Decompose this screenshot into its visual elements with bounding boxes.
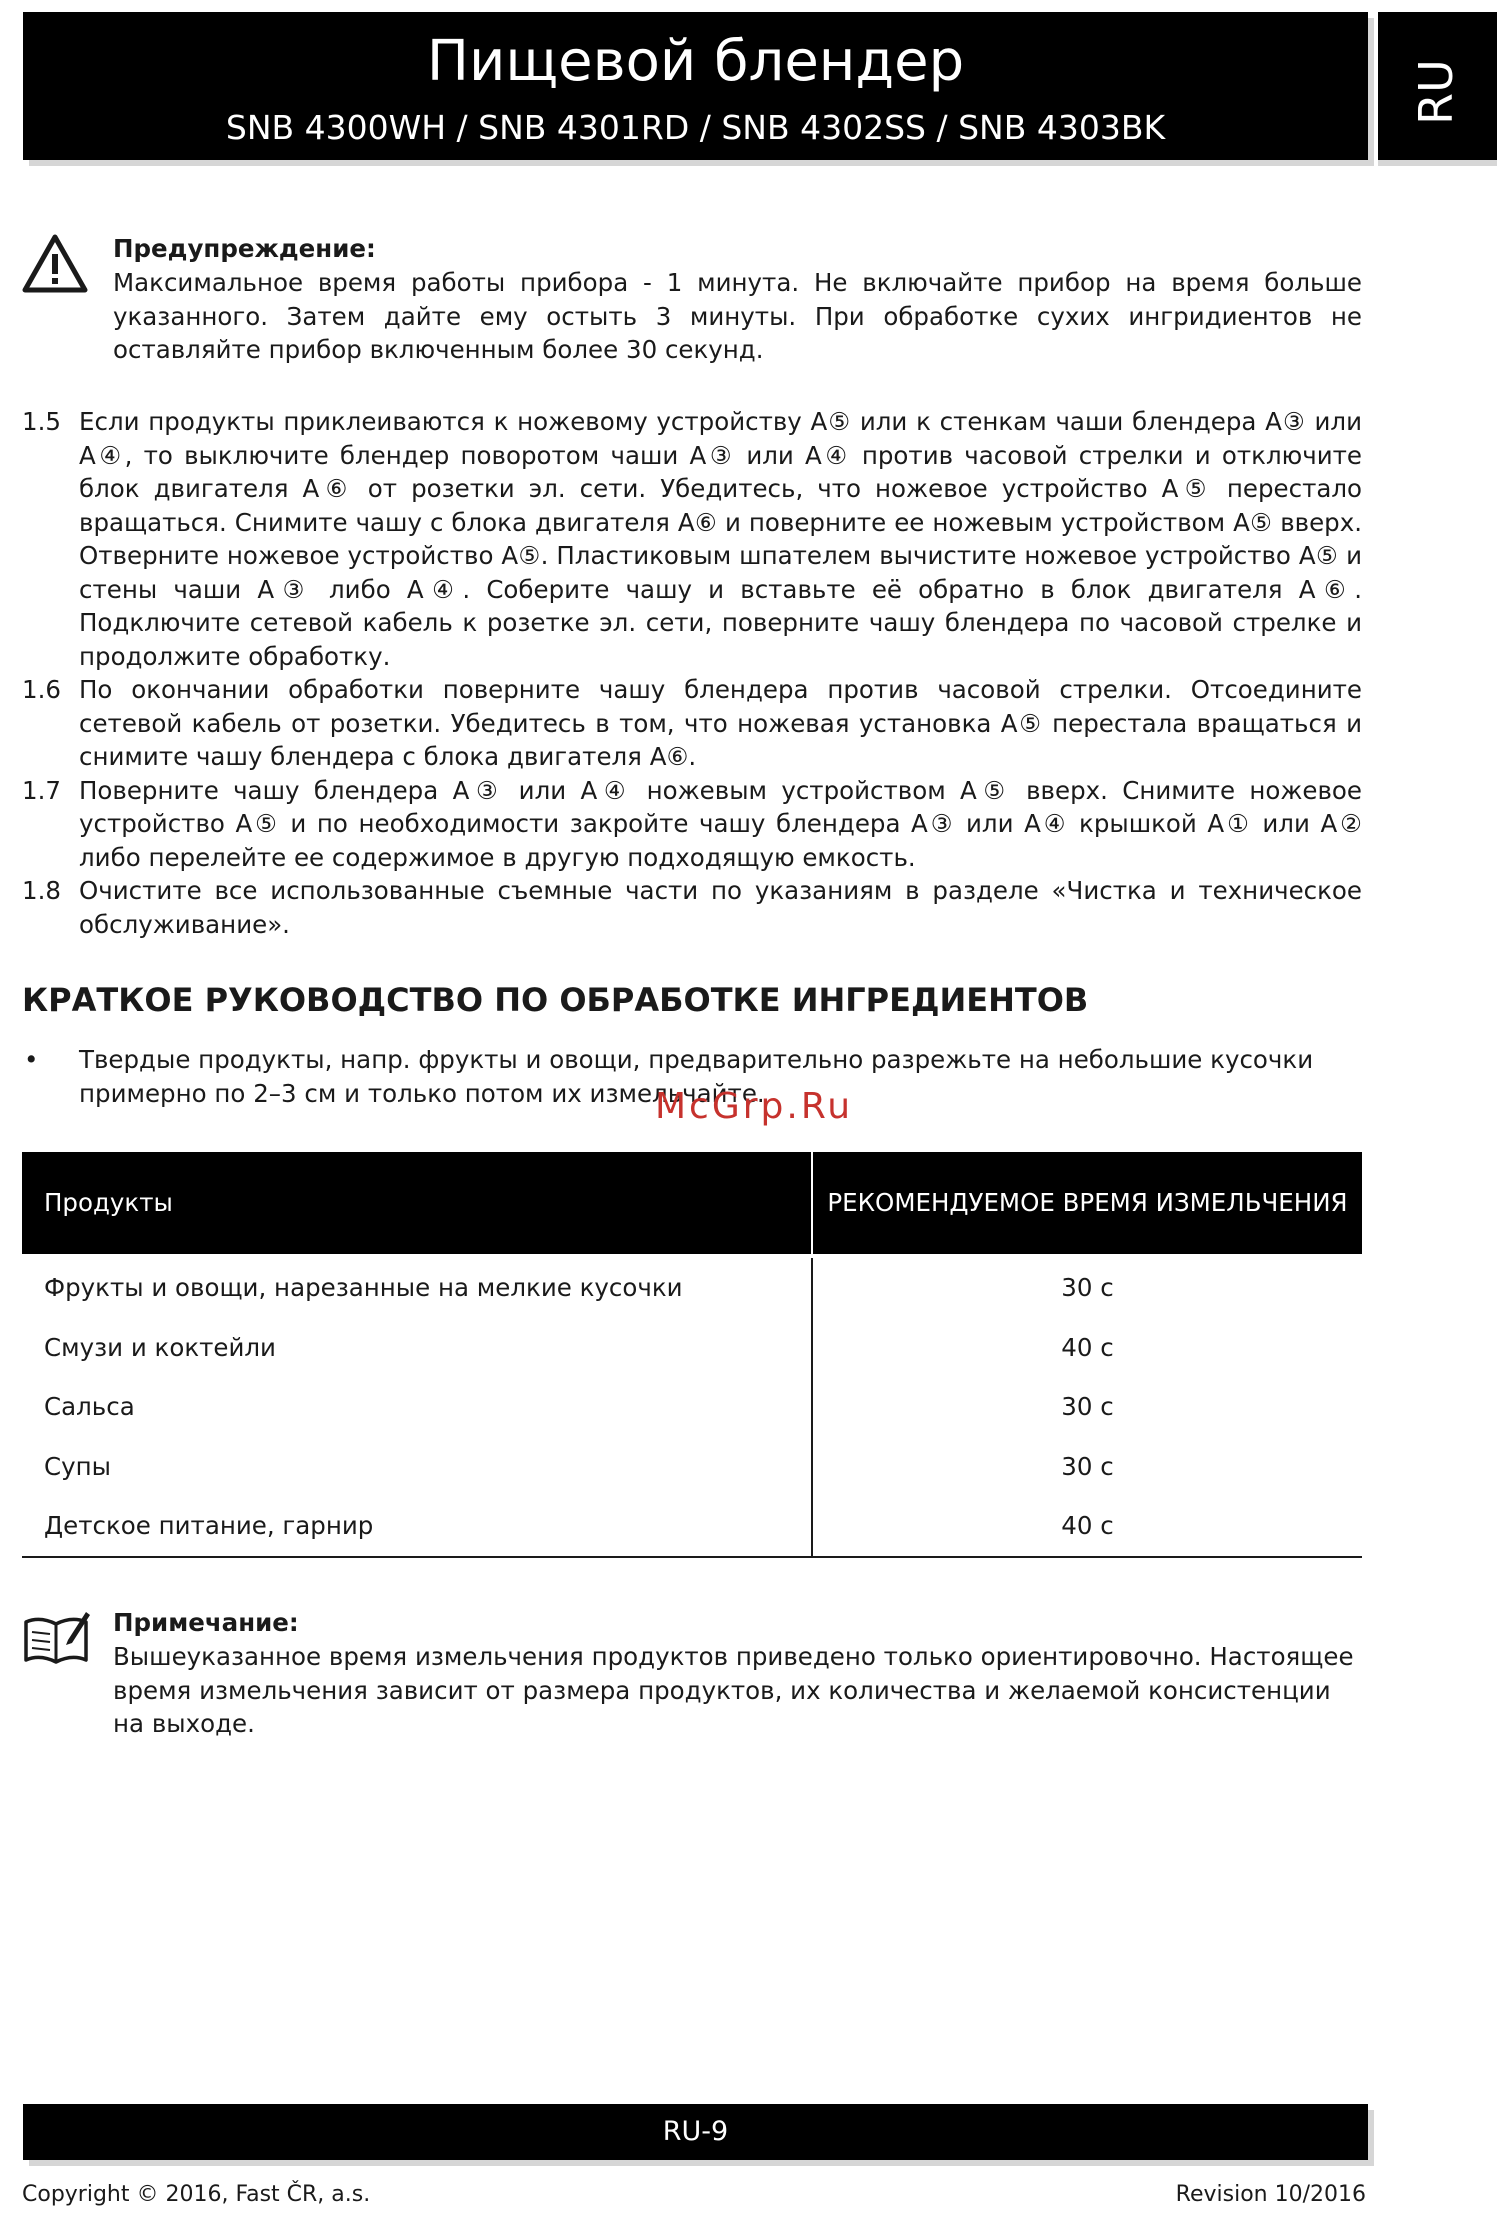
page-number: RU-9 bbox=[662, 2116, 729, 2147]
steps-list bbox=[22, 405, 1362, 941]
bullet-text: Твердые продукты, напр. фрукты и овощи, предварительно разрежьте на небольшие кусочки примерно по 2–3 см и только потом их измельчайте. bbox=[79, 1045, 1314, 1108]
bullet-marker: • bbox=[24, 1045, 39, 1074]
language-label: RU bbox=[1409, 59, 1463, 125]
list-item bbox=[22, 405, 1362, 673]
warning-text: Максимальное время работы прибора - 1 минута. Не включайте прибор на время больше указанного. Затем дайте ему остыть 3 минуты. При обработке сухих ингридиентов не оставляйте прибор включенным более 30 секунд. bbox=[113, 268, 1362, 364]
table-row bbox=[22, 1318, 1362, 1378]
step-number: 1.7 bbox=[22, 775, 61, 805]
column-header-time: РЕКОМЕНДУЕМОЕ ВРЕМЯ ИЗМЕЛЬЧЕНИЯ bbox=[827, 1188, 1348, 1218]
table-cell-time: 40 с bbox=[1061, 1511, 1114, 1540]
table-cell-product: Супы bbox=[22, 1437, 813, 1497]
revision-text: Revision 10/2016 bbox=[1175, 2182, 1366, 2207]
step-number: 1.8 bbox=[22, 876, 61, 905]
table-body bbox=[22, 1254, 1362, 1558]
table-cell-product: Детское питание, гарнир bbox=[22, 1496, 813, 1556]
table-row bbox=[22, 1377, 1362, 1437]
copyright-text: Copyright © 2016, Fast ČR, a.s. bbox=[22, 2182, 371, 2207]
header-bar bbox=[23, 12, 1368, 160]
warning-title: Предупреждение: bbox=[113, 234, 376, 263]
step-text: Если продукты приклеиваются к ножевому устройству A⑤ или к стенкам чаши блендера A③ или A④, то выключите блендер поворотом чаши A③ или A④ против часовой стрелки и отключите блок двигателя A⑥ от розетки эл. сети. Убедитесь, что ножевое устройство A⑤ перестало вращаться. Снимите чашу с блока двигателя A⑥ и поверните ее ножевым устройством A⑤ вверх. Отверните ножевое устройство A⑤. Пластиковым шпателем вычистите ножевое устройство A⑤ и стены чаши A③ либо A④. Соберите чашу и вставьте её обратно в блок двигателя A⑥. Подключите сетевой кабель к розетке эл. сети, поверните чашу блендера по часовой стрелке и продолжите обработку. bbox=[79, 407, 1362, 671]
language-tab bbox=[1378, 12, 1497, 160]
note-text: Вышеуказанное время измельчения продуктов приведено только ориентировочно. Настоящее время измельчения зависит от размера продуктов, их количества и желаемой консистенции на выходе. bbox=[113, 1642, 1354, 1738]
step-text: Поверните чашу блендера A③ или A④ ножевым устройством A⑤ вверх. Снимите ножевое устройство A⑤ и по необходимости закройте чашу блендера A③ или A④ крышкой A① или A② либо перелейте ее содержимое в другую подходящую емкость. bbox=[79, 775, 1362, 872]
note-title: Примечание: bbox=[113, 1608, 299, 1637]
page-title: Пищевой блендер bbox=[426, 29, 965, 94]
list-item bbox=[22, 874, 1362, 941]
table-cell-product: Смузи и коктейли bbox=[22, 1318, 813, 1378]
open-book-note-icon bbox=[22, 1608, 90, 1668]
table-row bbox=[22, 1258, 1362, 1318]
step-number: 1.6 bbox=[22, 675, 61, 704]
table-row bbox=[22, 1437, 1362, 1497]
table-row bbox=[22, 1496, 1362, 1556]
table-cell-product: Сальса bbox=[22, 1377, 813, 1437]
step-text: Очистите все использованные съемные части по указаниям в разделе «Чистка и техническое обслуживание». bbox=[79, 876, 1362, 939]
column-header-products: Продукты bbox=[22, 1152, 813, 1254]
list-item bbox=[22, 774, 1362, 875]
table-cell-time: 30 с bbox=[1061, 1273, 1114, 1302]
table-cell-time: 30 с bbox=[1061, 1392, 1114, 1421]
list-item bbox=[22, 673, 1362, 774]
warning-triangle-icon bbox=[22, 234, 88, 294]
step-text: По окончании обработки поверните чашу блендера против часовой стрелки. Отсоедините сетевой кабель от розетки. Убедитесь в том, что ножевая установка A⑤ перестала вращаться и снимите чашу блендера с блока двигателя A⑥. bbox=[79, 675, 1362, 771]
footer-bar bbox=[23, 2104, 1368, 2160]
model-numbers: SNB 4300WH / SNB 4301RD / SNB 4302SS / SNB 4303BK bbox=[225, 108, 1166, 147]
processing-time-table bbox=[22, 1152, 1362, 1558]
table-cell-time: 30 с bbox=[1061, 1451, 1114, 1481]
watermark: McGrp.Ru bbox=[655, 1086, 854, 1127]
table-header bbox=[22, 1152, 1362, 1254]
section-heading: КРАТКОЕ РУКОВОДСТВО ПО ОБРАБОТКЕ ИНГРЕДИЕНТОВ bbox=[22, 981, 1089, 1019]
table-cell-product: Фрукты и овощи, нарезанные на мелкие кусочки bbox=[22, 1258, 813, 1318]
step-number: 1.5 bbox=[22, 407, 61, 436]
table-cell-time: 40 с bbox=[1061, 1332, 1114, 1362]
